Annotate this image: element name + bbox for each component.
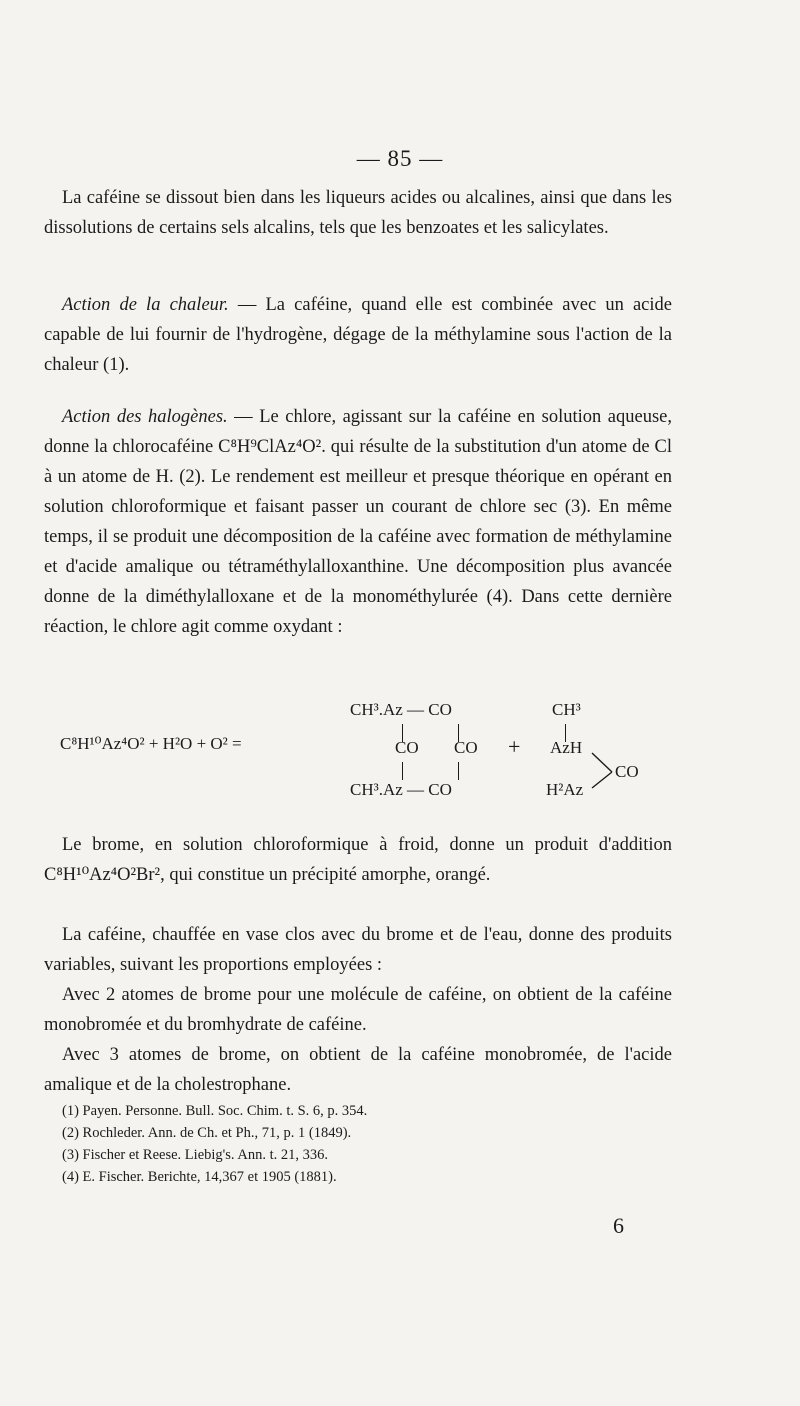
bond-line	[458, 762, 459, 780]
paragraph-text: , qui constitue un précipité amorphe, orangé.	[160, 865, 491, 885]
signature-mark: 6	[613, 1213, 624, 1238]
bond-line	[402, 762, 403, 780]
formula-chlorocafeine: C⁸H⁹ClAz⁴O²	[218, 437, 322, 457]
paragraph-text: — Le chlore, agissant sur la caféine en solution aqueuse, donne la chlorocaféine	[44, 407, 672, 457]
urea-nh: AzH	[550, 738, 583, 757]
section-heading: Action des halogènes.	[62, 407, 228, 427]
paragraph-text: Avec 2 atomes de brome pour une molécule de caféine, on obtient de la caféine monobromée et du bromhydrate de caféine.	[44, 985, 672, 1035]
paragraph-text: . qui résulte de la substitution d'un atome de Cl à un atome de H. (2). Le rendement est meilleur et presque théorique en opérant en solution chloroformique et faisant passer un courant de chlore sec (3). En même temps, il se produit une décomposition de la caféine avec formation de méthylamine et d'acide amalique ou tétraméthylalloxanthine. Une décomposition plus avancée donne de la diméthylalloxane et de la monométhylurée (4). Dans cette dernière réaction, le chlore agit comme oxydant :	[44, 437, 672, 637]
section-heading: Action de la chaleur.	[62, 295, 229, 315]
paragraph-closed-vessel	[44, 920, 672, 980]
ring-top: CH³.Az — CO	[350, 700, 452, 719]
paragraph-text: La caféine, chauffée en vase clos avec du brome et de l'eau, donne des produits variables, suivant les proportions employées :	[44, 925, 672, 975]
footnote: (1) Payen. Personne. Bull. Soc. Chim. t. S. 6, p. 354.	[62, 1103, 368, 1119]
ring-bottom: CH³.Az — CO	[350, 780, 452, 799]
paragraph-halogen-action	[44, 402, 672, 642]
reaction-equation	[60, 700, 680, 810]
equation-lhs: C⁸H¹⁰Az⁴O² + H²O + O² =	[60, 734, 242, 753]
plus-sign: +	[508, 734, 521, 759]
paragraph-three-atoms	[44, 1040, 672, 1100]
ring-mid-left: CO	[395, 738, 419, 757]
paragraph-heat-action	[44, 290, 672, 380]
formula-bromine-adduct: C⁸H¹⁰Az⁴O²Br²	[44, 865, 161, 885]
paragraph-two-atoms	[44, 980, 672, 1040]
footnote: (3) Fischer et Reese. Liebig's. Ann. t. 21, 336.	[62, 1147, 328, 1163]
paragraph-text: Avec 3 atomes de brome, on obtient de la caféine monobromée, de l'acide amalique et de la cholestrophane.	[44, 1045, 672, 1095]
urea-carbonyl: CO	[615, 762, 639, 781]
footnote: (2) Rochleder. Ann. de Ch. et Ph., 71, p. 1 (1849).	[62, 1125, 352, 1141]
paragraph-text: — La caféine, quand elle est combinée avec un acide capable de lui fournir de l'hydrogène, dégage de la méthylamine sous l'action de la chaleur (1).	[44, 295, 672, 375]
footnotes	[62, 1100, 582, 1188]
page-number: — 85 —	[356, 146, 444, 171]
footnote: (4) E. Fischer. Berichte, 14,367 et 1905 (1881).	[62, 1169, 337, 1185]
paragraph-text: Le brome, en solution chloroformique à froid, donne un produit d'addition	[62, 835, 672, 855]
urea-bond-lines	[590, 750, 616, 790]
paragraph-text: La caféine se dissout bien dans les liqueurs acides ou alcalines, ainsi que dans les dissolutions de certains sels alcalins, tels que les benzoates et les salicylates.	[44, 188, 672, 238]
urea-nh2: H²Az	[546, 780, 584, 799]
paragraph-solubility	[44, 183, 672, 243]
urea-methyl: CH³	[552, 700, 581, 719]
paragraph-bromine	[44, 830, 672, 890]
ring-mid-right: CO	[454, 738, 478, 757]
